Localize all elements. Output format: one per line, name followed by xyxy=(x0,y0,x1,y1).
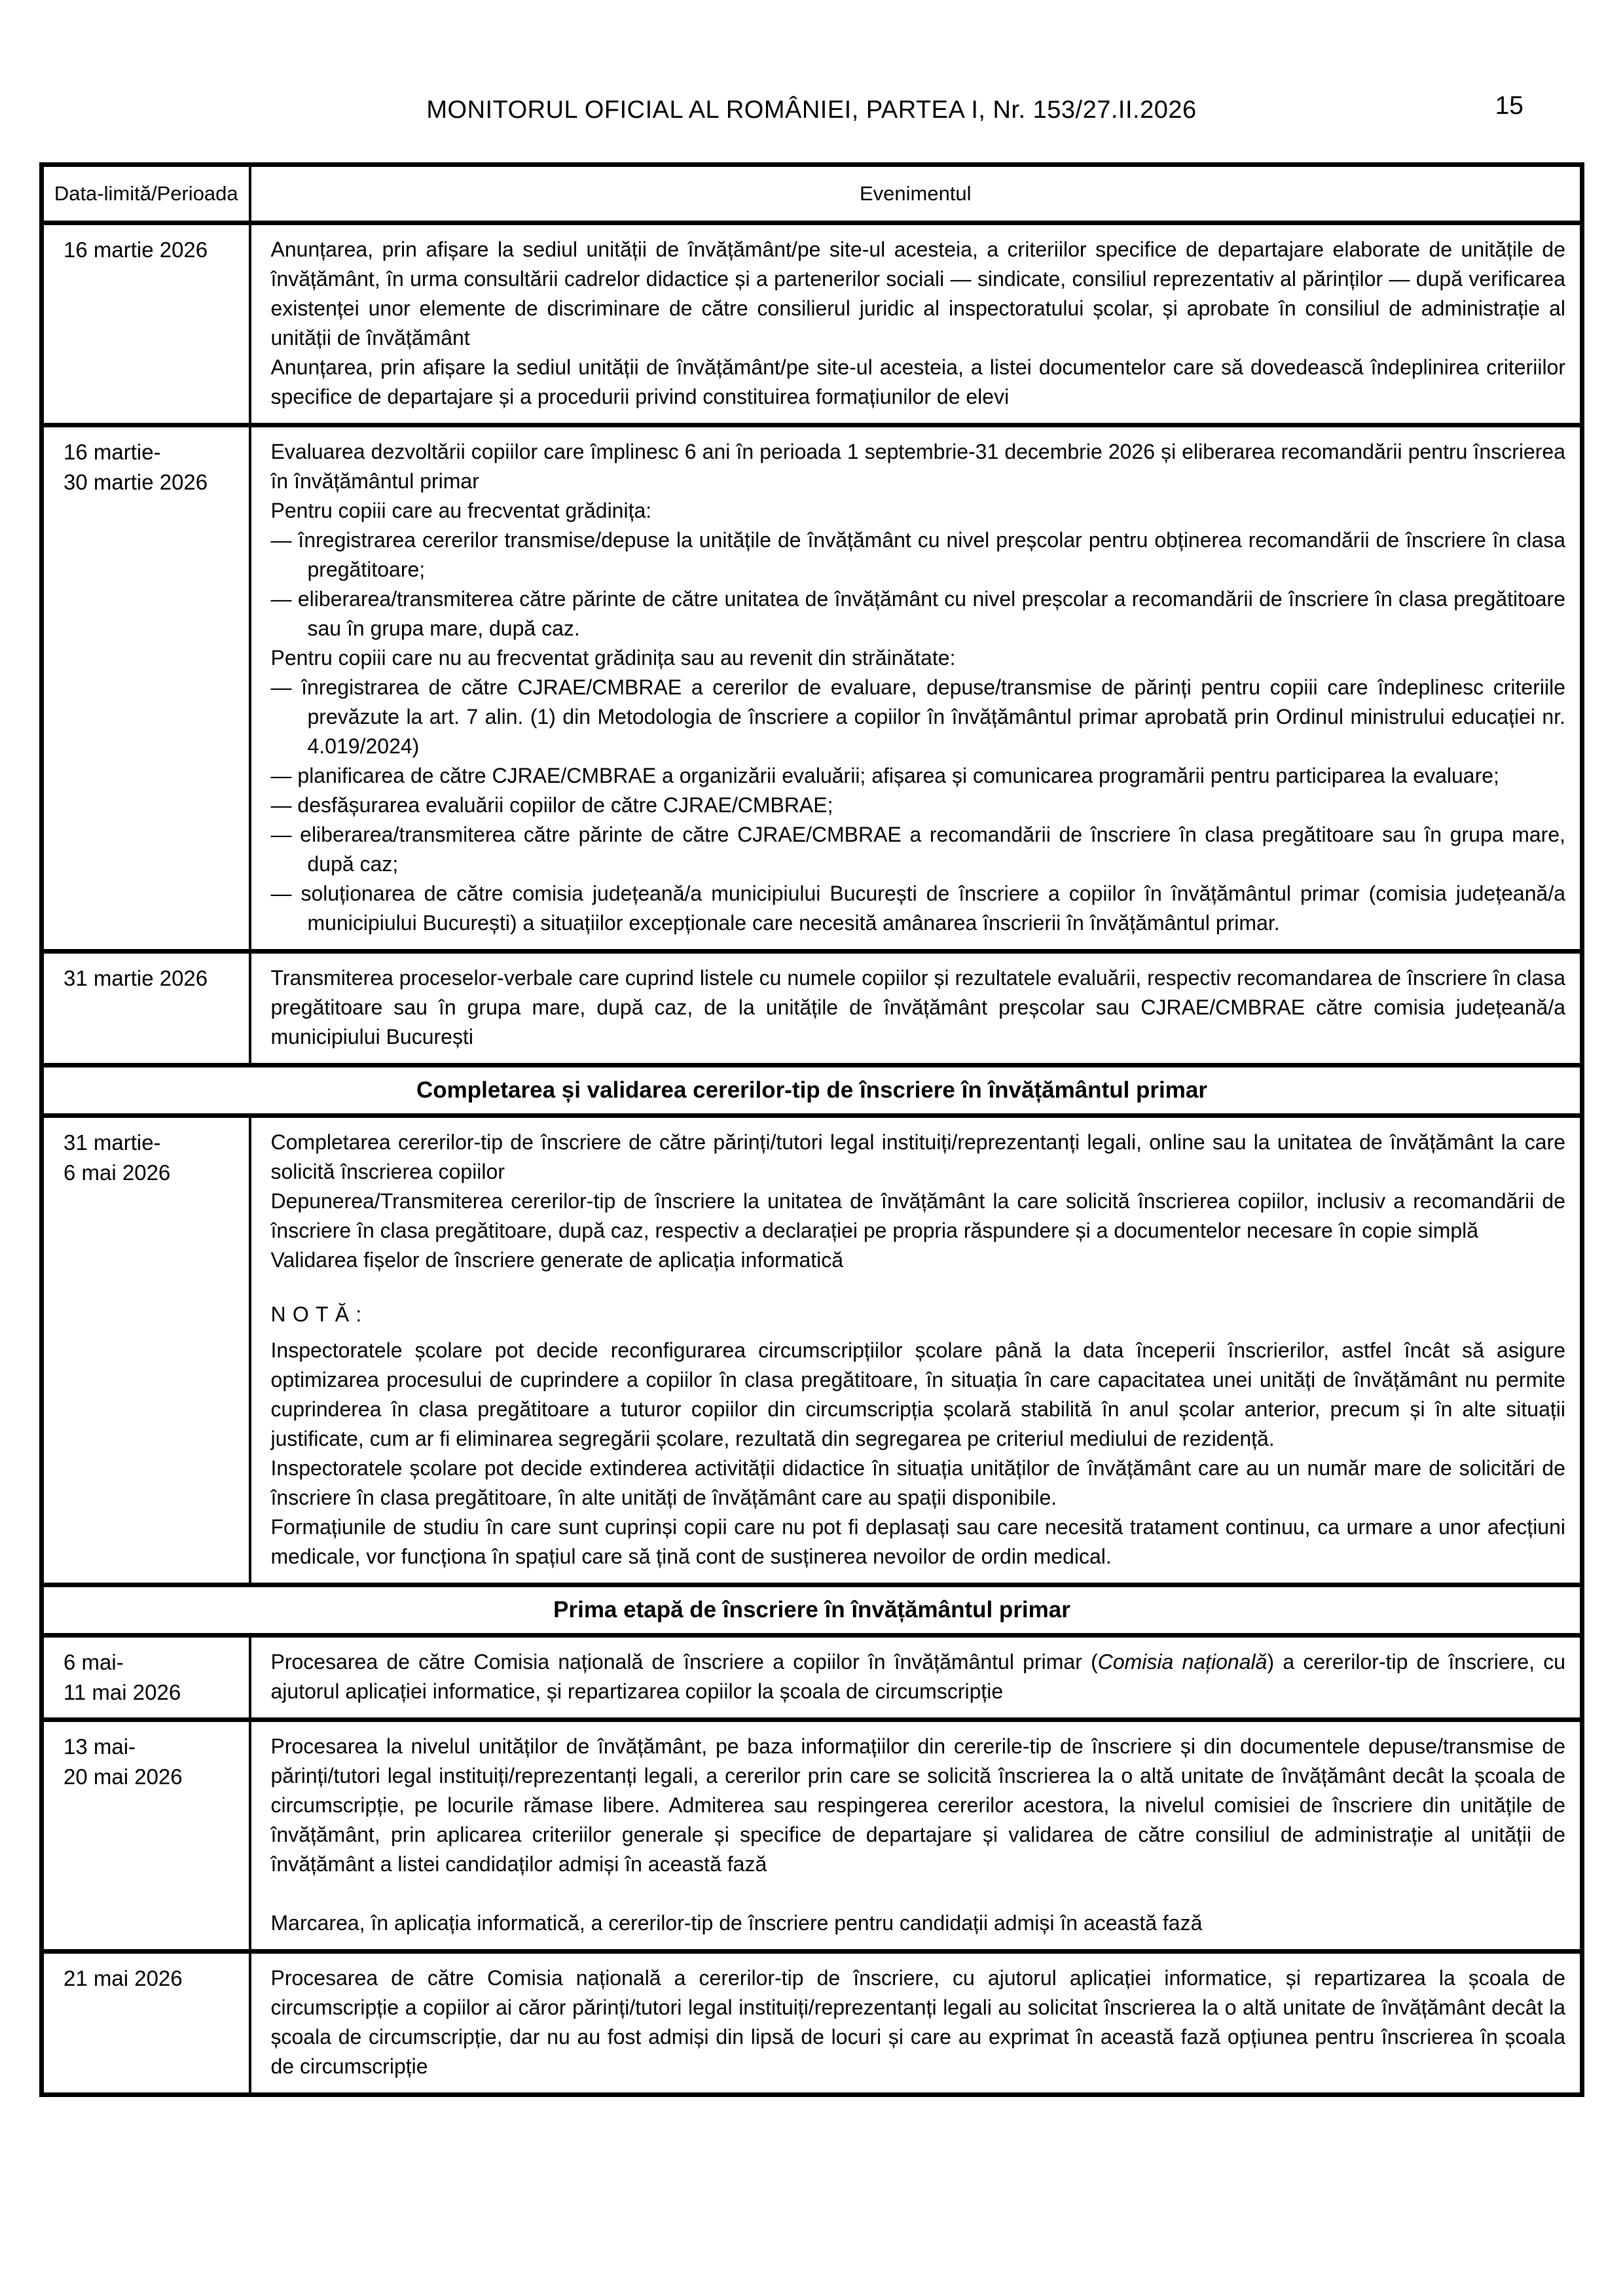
period-cell xyxy=(42,952,250,1066)
event-cell xyxy=(250,1952,1582,2095)
section-row xyxy=(42,1066,1582,1116)
period-cell xyxy=(42,1116,250,1585)
page-header-title: MONITORUL OFICIAL AL ROMÂNIEI, PARTEA I, Nr. 153/27.II.2026 xyxy=(426,96,1197,124)
period-line: 20 mai 2026 xyxy=(64,1765,183,1789)
table-header-row xyxy=(42,165,1582,223)
event-paragraph: Procesarea de către Comisia națională de înscriere a copiilor în învățământul primar (Comisia națională) a cererilor-tip de înscriere, cu ajutorul aplicației informatice, și repartizarea copiilor la școala de circumscripție xyxy=(270,1650,1566,1703)
event-paragraph: Evaluarea dezvoltării copiilor care împlinesc 6 ani în perioada 1 septembrie-31 decembrie 2026 și eliberarea recomandării pentru înscrierea în învățământul primar xyxy=(270,440,1565,493)
period-line: 6 mai- xyxy=(64,1650,124,1674)
event-paragraph: Pentru copiii care nu au frecventat grădinița sau au revenit din străinătate: xyxy=(270,646,956,670)
period-cell xyxy=(42,1636,250,1720)
period-line: 31 martie 2026 xyxy=(64,966,208,990)
event-cell xyxy=(250,1116,1582,1585)
event-paragraph: Anunțarea, prin afișare la sediul unității de învățământ/pe site-ul acesteia, a listei documentelor care să dovedească îndeplinirea criteriilor specifice de departajare și a procedurii privind constituirea formațiunilor de elevi xyxy=(270,355,1565,408)
table-row xyxy=(42,1720,1582,1952)
dash-item: — planificarea de către CJRAE/CMBRAE a organizării evaluării; afișarea și comunicarea programării pentru participarea la evaluare; xyxy=(270,764,1499,787)
event-paragraph: Completarea cererilor-tip de înscriere de către părinți/tutori legal instituiți/reprezentanți legali, online sau la unitatea de învățământ la care solicită înscrierea copiilor xyxy=(270,1130,1565,1183)
period-line: 16 martie 2026 xyxy=(64,238,208,262)
event-paragraph: Validarea fișelor de înscriere generate de aplicația informatică xyxy=(270,1248,844,1272)
schedule-table xyxy=(39,162,1584,2097)
section-row xyxy=(42,1585,1582,1636)
dash-item: — eliberarea/transmiterea către părinte de către unitatea de învățământ cu nivel preșcolar a recomandării de înscriere în clasa pregătitoare sau în grupa mare, după caz. xyxy=(270,587,1566,640)
period-line: 21 mai 2026 xyxy=(64,1966,183,1990)
table-row xyxy=(42,425,1582,952)
event-cell xyxy=(250,223,1582,425)
table-row xyxy=(42,223,1582,425)
dash-item: — eliberarea/transmiterea către părinte de către CJRAE/CMBRAE a recomandării de înscriere în clasa pregătitoare sau în grupa mare, după caz; xyxy=(270,823,1566,876)
dash-item: — desfășurarea evaluării copiilor de către CJRAE/CMBRAE; xyxy=(270,793,833,817)
period-cell xyxy=(42,1720,250,1952)
table-body xyxy=(42,223,1582,2095)
event-paragraph: Anunțarea, prin afișare la sediul unității de învățământ/pe site-ul acesteia, a criteriilor specifice de departajare elaborate de unitățile de învățământ, în urma consultării cadrelor didactice și a partenerilor sociali — sindicate, consiliul reprezentativ al părinților — după verificarea existenței unor elemente de discriminare de către consilierul juridic al inspectoratului școlar, și aprobate în consiliul de administrație al unității de învățământ xyxy=(270,238,1565,350)
period-line: 13 mai- xyxy=(64,1734,136,1759)
period-line: 6 mai 2026 xyxy=(64,1160,171,1185)
event-cell xyxy=(250,952,1582,1066)
section-title: Completarea și validarea cererilor-tip de înscriere în învățământul primar xyxy=(42,1066,1582,1116)
table-row xyxy=(42,1636,1582,1720)
event-paragraph: Inspectoratele școlare pot decide reconfigurarea circumscripțiilor școlare până la data începerii înscrierilor, astfel încât să asigure optimizarea procesului de cuprindere a copiilor în clasa pregătitoare, în situația în care capacitatea unei unități de învățământ nu permite cuprinderea în clasa pregătitoare a tuturor copiilor din circumscripția școlară stabilită în anul școlar anterior, precum și în alte situații justificate, cum ar fi eliminarea segregării școlare, rezultată din segregarea pe criteriul mediului de rezidență. xyxy=(270,1338,1565,1450)
event-paragraph: Procesarea la nivelul unităților de învățământ, pe baza informațiilor din cererile-tip de înscriere și din documentele depuse/transmise de părinți/tutori legal instituiți/reprezentanți legali, a cererilor prin care se solicită înscrierea la o altă unitate de învățământ decât la școala de circumscripție, pe locurile rămase libere. Admiterea sau respingerea cererilor acestora, la nivelul comisiei de înscriere din unitățile de învățământ, prin aplicarea criteriilor generale și specifice de departajare și validarea de către consiliul de administrație al unității de învățământ a listei candidaților admiși în această fază xyxy=(270,1734,1565,1876)
section-title: Prima etapă de înscriere în învățământul primar xyxy=(42,1585,1582,1636)
event-paragraph: Formațiunile de studiu în care sunt cuprinși copii care nu pot fi deplasați sau care necesită tratament continuu, ca urmare a unor afecțiuni medicale, vor funcționa în spațiul care să țină cont de susținerea nevoilor de ordin medical. xyxy=(270,1515,1565,1568)
event-paragraph: Marcarea, în aplicația informatică, a cererilor-tip de înscriere pentru candidații admiși în această fază xyxy=(270,1911,1203,1935)
note-label: NOTĂ: xyxy=(270,1302,369,1326)
dash-item: — înregistrarea de către CJRAE/CMBRAE a cererilor de evaluare, depuse/transmise de părinți pentru copiii care îndeplinesc criteriile prevăzute la art. 7 alin. (1) din Metodologia de înscriere a copiilor în învățământul primar aprobată prin Ordinul ministrului educației nr. 4.019/2024) xyxy=(270,675,1566,758)
event-paragraph: Procesarea de către Comisia națională a cererilor-tip de înscriere, cu ajutorul aplicației informatice, și repartizarea la școala de circumscripție a copiilor ai căror părinți/tutori legal instituiți/reprezentanți legali au solicitat înscrierea la o altă unitate de învățământ decât la școala de circumscripție, dar nu au fost admiși din lipsă de locuri și care au exprimat în această fază opțiunea pentru înscrierea în școala de circumscripție xyxy=(270,1966,1565,2078)
event-paragraph: Transmiterea proceselor-verbale care cuprind listele cu numele copiilor și rezultatele evaluării, respectiv recomandarea de înscriere în clasa pregătitoare sau în grupa mare, după caz, de la unitățile de învățământ preșcolar sau CJRAE/CMBRAE către comisia județeană/a municipiului București xyxy=(270,966,1565,1049)
event-paragraph: Depunerea/Transmiterea cererilor-tip de înscriere la unitatea de învățământ la care solicită înscrierea copiilor, inclusiv a recomandării de înscriere în clasa pregătitoare, după caz, respectiv a declarației pe propria răspundere și a documentelor necesare în copie simplă xyxy=(270,1189,1565,1242)
table-row xyxy=(42,1116,1582,1585)
period-line: 31 martie- xyxy=(64,1130,161,1155)
event-cell xyxy=(250,1636,1582,1720)
page-header xyxy=(39,0,1584,124)
period-cell xyxy=(42,1952,250,2095)
period-line: 11 mai 2026 xyxy=(64,1680,181,1704)
period-cell xyxy=(42,223,250,425)
table-row xyxy=(42,1952,1582,2095)
dash-item: — soluționarea de către comisia județeană/a municipiului București de înscriere a copiilor în învățământul primar (comisia județeană/a municipiului București) a situațiilor excepționale care necesită amânarea înscrierii în învățământul primar. xyxy=(270,882,1566,935)
period-line: 30 martie 2026 xyxy=(64,470,208,494)
column-header-period: Data-limită/Perioada xyxy=(42,165,250,223)
dash-item: — înregistrarea cererilor transmise/depuse la unitățile de învățământ cu nivel preșcolar pentru obținerea recomandării de înscriere în clasa pregătitoare; xyxy=(270,528,1566,581)
event-paragraph: Pentru copiii care au frecventat grădinița: xyxy=(270,499,652,522)
event-cell xyxy=(250,1720,1582,1952)
period-cell xyxy=(42,425,250,952)
period-line: 16 martie- xyxy=(64,440,161,464)
table-row xyxy=(42,952,1582,1066)
column-header-event: Evenimentul xyxy=(250,165,1582,223)
page-number: 15 xyxy=(1495,92,1523,120)
event-paragraph: Inspectoratele școlare pot decide extinderea activității didactice în situația unităților de învățământ care au un număr mare de solicitări de înscriere în clasa pregătitoare, în alte unități de învățământ care au spații disponibile. xyxy=(270,1456,1565,1509)
event-cell xyxy=(250,425,1582,952)
